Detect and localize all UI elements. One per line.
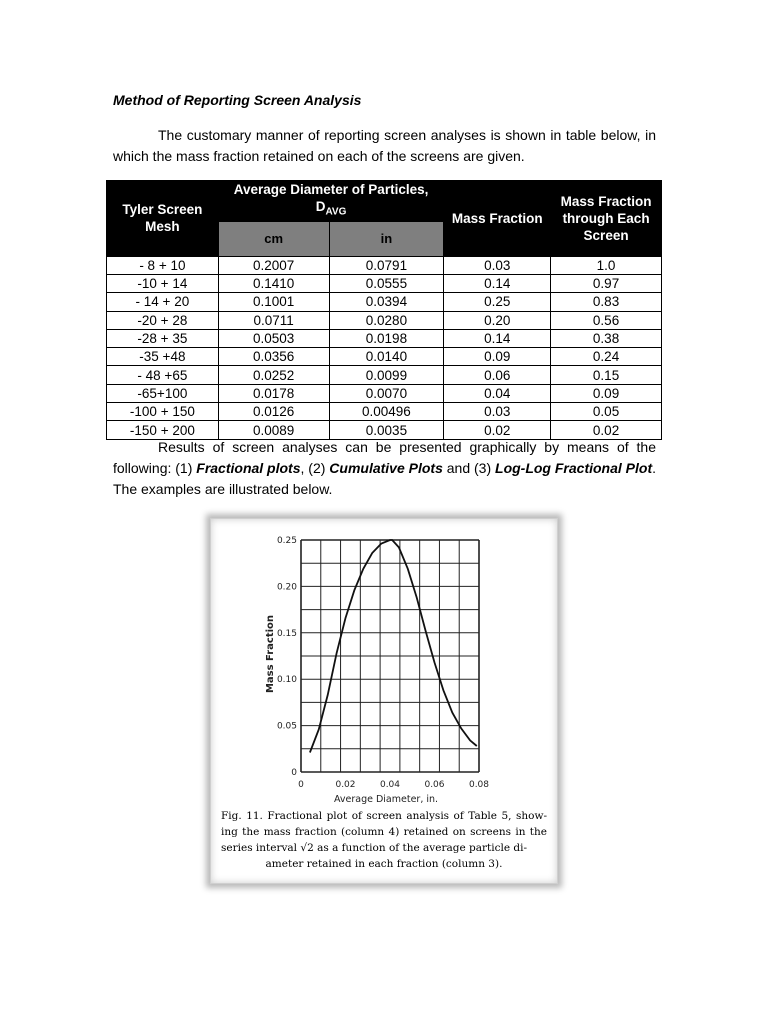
cell-mesh: -20 + 28: [107, 311, 219, 329]
cell-cm: 0.0252: [218, 366, 329, 384]
cell-mesh: - 14 + 20: [107, 293, 219, 311]
table-row: [107, 311, 662, 329]
section-heading: Method of Reporting Screen Analysis: [113, 92, 362, 108]
cell-mesh: -65+100: [107, 384, 219, 402]
cell-mesh: -150 + 200: [107, 421, 219, 439]
x-tick-label: 0.08: [468, 780, 490, 790]
results-text-4: . The examples are illustrated below.: [113, 460, 657, 497]
cell-in: 0.0140: [329, 348, 444, 366]
results-paragraph: [113, 437, 656, 500]
caption-line-1: Fig. 11. Fractional plot of screen analysis of Table 5, show-: [221, 810, 547, 822]
cell-cm: 0.2007: [218, 256, 329, 274]
results-text-3: and (3): [442, 460, 496, 476]
intro-text: The customary manner of reporting screen analyses is shown in table below, in which the mass fraction retained on each of the screens are given.: [113, 127, 656, 164]
header-tyler-mesh: Tyler Screen Mesh: [107, 181, 219, 257]
x-tick-label: 0.06: [424, 780, 445, 790]
screen-analysis-table: [106, 180, 662, 440]
caption-line-4: ameter retained in each fraction (column 3).: [265, 858, 503, 870]
cell-cm: 0.1001: [218, 293, 329, 311]
fractional-plot-chart: [211, 519, 557, 809]
cell-cm: 0.0711: [218, 311, 329, 329]
header-mass-fraction-through: Mass Fraction through Each Screen: [551, 181, 662, 257]
x-tick-label: 0.02: [335, 780, 356, 790]
y-tick-label: 0.25: [276, 536, 297, 546]
cell-in: 0.0070: [329, 384, 444, 402]
cell-mass-fraction: 0.02: [444, 421, 551, 439]
y-tick-label: 0.05: [276, 721, 297, 732]
caption-line-3: series interval √2 as a function of the average particle di-: [221, 842, 527, 854]
table-row: [107, 384, 662, 402]
cell-in: 0.0099: [329, 366, 444, 384]
results-text-1: Results of screen analyses can be presented graphically by means of the following: (1): [113, 439, 656, 476]
table-row: [107, 366, 662, 384]
cell-in: 0.00496: [329, 403, 444, 421]
cell-mass-fraction: 0.20: [444, 311, 551, 329]
cell-in: 0.0791: [329, 256, 444, 274]
cell-mesh: - 48 +65: [107, 366, 219, 384]
caption-line-2: ing the mass fraction (column 4) retained on screens in the: [221, 826, 547, 838]
cell-cm: 0.0089: [218, 421, 329, 439]
header-unit-in: in: [329, 221, 444, 256]
cell-in: 0.0035: [329, 421, 444, 439]
cell-mass-fraction: 0.09: [444, 348, 551, 366]
cell-through: 0.05: [551, 403, 662, 421]
cell-mass-fraction: 0.04: [444, 384, 551, 402]
table-row: [107, 256, 662, 274]
cell-in: 0.0198: [329, 329, 444, 347]
cell-mesh: -28 + 35: [107, 329, 219, 347]
cell-through: 0.02: [551, 421, 662, 439]
figure-frame: [210, 518, 558, 884]
series-line: [310, 540, 477, 753]
cell-through: 0.83: [551, 293, 662, 311]
table-row: [107, 329, 662, 347]
cell-mass-fraction: 0.14: [444, 329, 551, 347]
x-axis-label: Average Diameter, in.: [333, 794, 439, 805]
figure-caption: [221, 808, 547, 872]
cell-cm: 0.0126: [218, 403, 329, 421]
cell-cm: 0.0178: [218, 384, 329, 402]
header-avg-diameter-text: Average Diameter of Particles, D: [233, 182, 429, 214]
cell-mesh: -10 + 14: [107, 274, 219, 292]
table-row: [107, 293, 662, 311]
results-text-2: , (2): [300, 460, 330, 476]
chart-ticks: [277, 536, 489, 790]
chart-grid: [301, 540, 479, 772]
cell-through: 0.38: [551, 329, 662, 347]
y-tick-label: 0: [291, 768, 297, 778]
cell-mesh: - 8 + 10: [107, 256, 219, 274]
cell-cm: 0.1410: [218, 274, 329, 292]
cell-in: 0.0280: [329, 311, 444, 329]
y-tick-label: 0.10: [276, 675, 297, 686]
cell-through: 0.09: [551, 384, 662, 402]
table-row: [107, 403, 662, 421]
header-unit-cm: cm: [218, 221, 329, 256]
cell-through: 0.97: [551, 274, 662, 292]
y-tick-label: 0.20: [276, 582, 297, 593]
term-fractional-plots: Fractional plots: [196, 460, 301, 476]
cell-mesh: -100 + 150: [107, 403, 219, 421]
cell-mass-fraction: 0.03: [444, 403, 551, 421]
cell-cm: 0.0356: [218, 348, 329, 366]
y-tick-label: 0.15: [276, 628, 297, 639]
y-axis-label: Mass Fraction: [265, 614, 276, 694]
cell-mesh: -35 +48: [107, 348, 219, 366]
x-tick-label: 0: [298, 780, 304, 790]
term-log-log-plot: Log-Log Fractional Plot: [495, 460, 653, 476]
term-cumulative-plots: Cumulative Plots: [329, 460, 443, 476]
header-mass-fraction: Mass Fraction: [444, 181, 551, 257]
cell-mass-fraction: 0.25: [444, 293, 551, 311]
intro-paragraph: [113, 125, 656, 167]
header-avg-subscript: AVG: [325, 206, 347, 218]
cell-mass-fraction: 0.14: [444, 274, 551, 292]
cell-through: 0.56: [551, 311, 662, 329]
cell-cm: 0.0503: [218, 329, 329, 347]
cell-through: 0.15: [551, 366, 662, 384]
cell-through: 0.24: [551, 348, 662, 366]
header-avg-diameter: [218, 181, 444, 222]
table-row: [107, 348, 662, 366]
x-tick-label: 0.04: [379, 780, 401, 790]
table-row: [107, 274, 662, 292]
cell-through: 1.0: [551, 256, 662, 274]
cell-in: 0.0555: [329, 274, 444, 292]
cell-in: 0.0394: [329, 293, 444, 311]
cell-mass-fraction: 0.06: [444, 366, 551, 384]
cell-mass-fraction: 0.03: [444, 256, 551, 274]
